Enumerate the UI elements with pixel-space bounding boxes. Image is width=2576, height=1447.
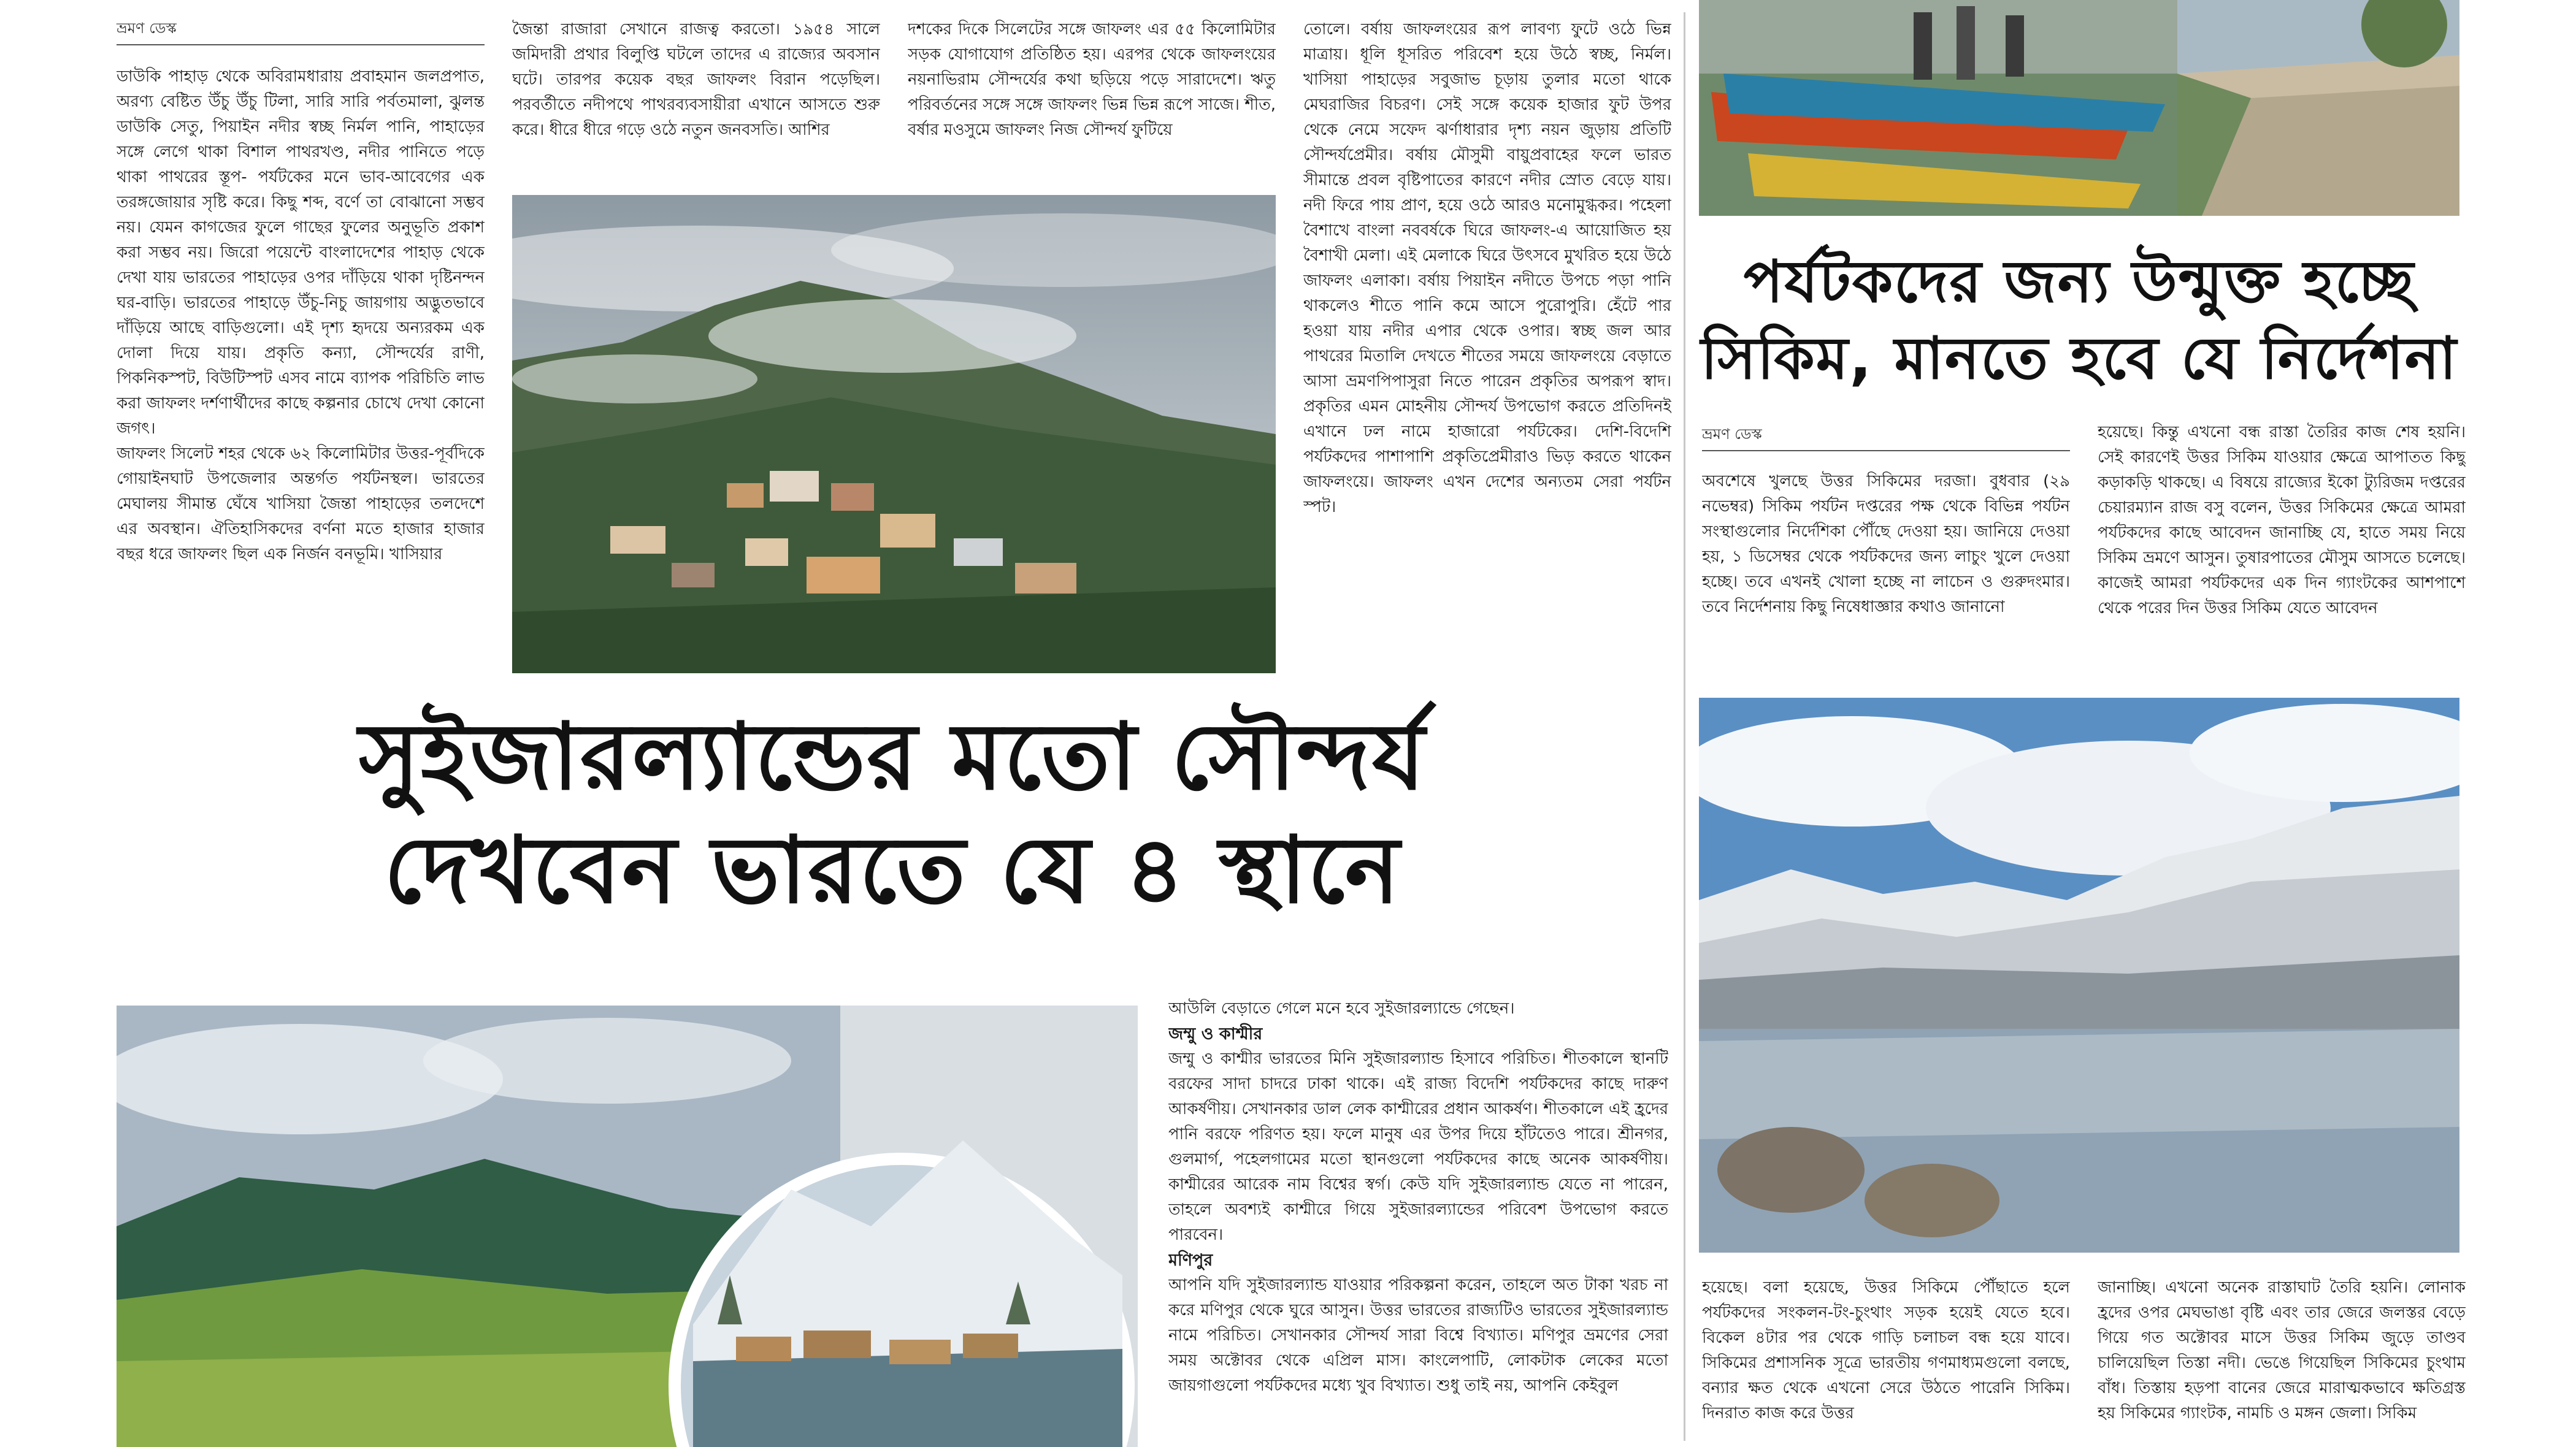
right-col2-text: হয়েছে। কিন্তু এখনো বন্ধ রাস্তা তৈরির কাজ শেষ হয়নি। সেই কারণেই উত্তর সিকিম যাওয়ার ক্ষেত্রে আপাতত কিছু কড়াকড়ি থাকছে। এ বিষয়ে রাজ্যের ইকো ট্যুরিজম দপ্তরের চেয়ারম্যান রাজ বসু বলেন, উত্তর সিকিমের ক্ষেত্রে আমরা পর্যটকদের কাছে আবেদন জানাচ্ছি যে, হাতে সময় নিয়ে সিকিম ভ্রমণে আসুন। তুষারপাতের মৌসুম আসতে চলেছে। কাজেই আমরা পর্যটকদের এক দিন গ্যাংটকের আশপাশে থেকে পরের দিন উত্তর সিকিম যেতে আবেদন xyxy=(2098,423,2466,617)
right-col3-text: হয়েছে। বলা হয়েছে, উত্তর সিকিমে পৌঁছাতে হলে পর্যটকদের সংকলন-টং-চুংথাং সড়ক হয়েই যেতে হবে। বিকেল ৪টার পর থেকে গাড়ি চলাচল বন্ধ হয়ে যাবে। সিকিমের প্রশাসনিক সূত্রে ভারতীয় গণমাধ্যমগুলো বলছে, বন্যার ক্ষত থেকে এখনো সেরে উঠতে পারেনি সিকিম। দিনরাত কাজ করে উত্তর xyxy=(1702,1278,2070,1422)
boats-riverbank-photo xyxy=(1699,0,2459,216)
jammu-kashmir-text: জম্মু ও কাশ্মীর ভারতের মিনি সুইজারল্যান্ড হিসাবে পরিচিত। শীতকালে স্থানটি বরফের সাদা চাদরে ঢাকা থাকে। এই রাজ্য বিদেশি পর্যটকদের কাছে দারুণ আকর্ষণীয়। সেখানকার ডাল লেক কাশ্মীরের প্রধান আকর্ষণ। শীতকালে এই হ্রদের পানি বরফে পরিণত হয়। ফলে মানুষ এর উপর দিয়ে হাঁটতেও পারে। শ্রীনগর, গুলমার্গ, পহেলগামের মতো স্থানগুলো পর্যটকদের কাছে অনেক আকর্ষণীয়। কাশ্মীরের আরেক নাম বিশ্বের স্বর্গ। কেউ যদি সুইজারল্যান্ড যেতে না পারেন, তাহলে অবশ্যই কাশ্মীরে গিয়ে সুইজারল্যান্ডের পরিবেশ উপভোগ করতে পারবেন। xyxy=(1168,1050,1668,1244)
left-col1-para-1: ডাউকি পাহাড় থেকে অবিরামধারায় প্রবাহমান জলপ্রপাত, অরণ্য বেষ্টিত উঁচু উঁচু টিলা, সারি সারি পর্বতমালা, ঝুলন্ত ডাউকি সেতু, পিয়াইন নদীর স্বচ্ছ নির্মল পানি, পাহাড়ের সঙ্গে লেগে থাকা বিশাল পাথরখণ্ড, নদীর পানিতে পড়ে থাকা পাথরের স্তূপ- পর্যটকের মনে ভাব-আবেগের এক তরঙ্গজোয়ার সৃষ্টি করে। কিছু শব্দ, বর্ণে তা বোঝানো সম্ভব নয়। যেমন কাগজের ফুলে গাছের ফুলের অনুভূতি প্রকাশ করা সম্ভব নয়। জিরো পয়েন্টে বাংলাদেশের পাহাড় থেকে দেখা যায় ভারতের পাহাড়ের ওপর দাঁড়িয়ে থাকা দৃষ্টিনন্দন ঘর-বাড়ি। ভারতের পাহাড়ে উঁচু-নিচু জায়গায় অদ্ভুতভাবে দাঁড়িয়ে আছে বাড়িগুলো। এই দৃশ্য হৃদয়ে অন্যরকম এক দোলা দিয়ে যায়। প্রকৃতি কন্যা, সৌন্দর্যের রাণী, পিকনিকস্পট, বিউটিস্পট এসব নামে ব্যাপক পরিচিতি লাভ করা জাফলং দর্শণার্থীদের কাছে কল্পনার চোখে দেখা কোনো জগৎ। xyxy=(117,67,485,438)
left-col4-text: তোলে। বর্ষায় জাফলংয়ের রূপ লাবণ্য ফুটে ওঠে ভিন্ন মাত্রায়। ধূলি ধূসরিত পরিবেশ হয়ে উঠে স্বচ্ছ, নির্মল। খাসিয়া পাহাড়ের সবুজাভ চূড়ায় তুলার মতো থাকে মেঘরাজির বিচরণ। সেই সঙ্গে কয়েক হাজার ফুট উপর থেকে নেমে সফেদ ঝর্ণাধারার দৃশ্য নয়ন জুড়ায় প্রতিটি সৌন্দর্যপ্রেমীর। বর্ষায় মৌসুমী বায়ুপ্রবাহের ফলে ভারত সীমান্তে প্রবল বৃষ্টিপাতের কারণে নদীর স্রোত বেড়ে যায়। নদী ফিরে পায় প্রাণ, হয়ে ওঠে আরও মনোমুগ্ধকর। পহেলা বৈশাখে বাংলা নববর্ষকে ঘিরে জাফলং-এ আয়োজিত হয় বৈশাখী মেলা। এই মেলাকে ঘিরে উৎসবে মুখরিত হয়ে উঠে জাফলং এলাকা। বর্ষায় পিয়াইন নদীতে উপচে পড়া পানি থাকলেও শীতে পানি কমে আসে পুরোপুরি। হেঁটে পার হওয়া যায় নদীর এপার থেকে ওপার। স্বচ্ছ জল আর পাথরের মিতালি দেখতে শীতের সময়ে জাফলংয়ে বেড়াতে আসা ভ্রমণপিপাসুরা নিতে পারেন প্রকৃতির অপরূপ স্বাদ। প্রকৃতির এমন মোহনীয় সৌন্দর্য উপভোগ করতে প্রতিদিনই এখানে ঢল নামে হাজারো পর্যটকের। দেশি-বিদেশি পর্যটকদের পাশাপাশি প্রকৃতিপ্রেমীরাও ভিড় করতে থাকেন জাফলংয়ে। জাফলং এখন দেশের অন্যতম সেরা পর্যটন স্পট। xyxy=(1303,20,1671,516)
boats-riverbank-image xyxy=(1699,0,2459,216)
subhead-manipur: মণিপুর xyxy=(1168,1251,1213,1270)
left-column-4 xyxy=(1303,17,1671,649)
left-column-1 xyxy=(117,64,485,678)
left-lower-column xyxy=(1168,996,1668,1447)
left-col3-text: দশকের দিকে সিলেটের সঙ্গে জাফলং এর ৫৫ কিলোমিটার সড়ক যোগাযোগ প্রতিষ্ঠিত হয়। এরপর থেকে জাফলংয়ের নয়নাভিরাম সৌন্দর্যের কথা ছড়িয়ে পড়ে সারাদেশে। ঋতু পরিবর্তনের সঙ্গে সঙ্গে জাফলং ভিন্ন ভিন্ন রূপে সাজে। শীত, বর্ষার মওসুমে জাফলং নিজ সৌন্দর্য ফুটিয়ে xyxy=(908,20,1276,139)
subhead-jammu-kashmir: জম্মু ও কাশ্মীর xyxy=(1168,1025,1263,1044)
section-label-left: ভ্রমণ ডেস্ক xyxy=(117,17,485,45)
left-col2-text: জৈন্তা রাজারা সেখানে রাজত্ব করতো। ১৯৫৪ সালে জমিদারী প্রথার বিলুপ্তি ঘটলে তাদের এ রাজ্যের অবসান ঘটে। তারপর কয়েক বছর জাফলং বিরান পড়েছিল। পরবর্তীতে নদীপথে পাথরব্যবসায়ীরা এখানে আসতে শুরু করে। ধীরে ধীরে গড়ে ওঠে নতুন জনবসতি। আশির xyxy=(512,20,880,139)
right-column-2 xyxy=(2098,420,2466,671)
right-column-4 xyxy=(2098,1275,2466,1447)
right-col4-text: জানাচ্ছি। এখনো অনেক রাস্তাঘাট তৈরি হয়নি। লোনাক হ্রদের ওপর মেঘভাঙা বৃষ্টি এবং তার জেরে জলস্তর বেড়ে গিয়ে গত অক্টোবর মাসে উত্তর সিকিম জুড়ে তাণ্ডব চালিয়েছিল তিস্তা নদী। ভেঙে গিয়েছিল সিকিমের চুংথাম বাঁধ। তিস্তায় হড়পা বানের জেরে মারাত্মকভাবে ক্ষতিগ্রস্ত হয় সিকিমের গ্যাংটক, নামচি ও মঙ্গন জেলা। সিকিম xyxy=(2098,1278,2466,1422)
right-column-1 xyxy=(1702,469,2070,671)
jaflong-hill-image xyxy=(512,195,1276,673)
left-headline-line-1: সুইজারল্যান্ডের মতো সৌন্দর্য xyxy=(358,704,1427,811)
left-headline-line-2: দেখবেন ভারতে যে ৪ স্থানে xyxy=(383,817,1401,924)
auli-kashmir-image xyxy=(117,1006,1138,1447)
right-col1-text: অবশেষে খুলছে উত্তর সিকিমের দরজা। বুধবার (২৯ নভেম্বর) সিকিম পর্যটন দপ্তরের পক্ষ থেকে বিভিন্ন পর্যটন সংস্থাগুলোর নির্দেশিকা পৌঁছে দেওয়া হয়। জানিয়ে দেওয়া হয়, ১ ডিসেম্বর থেকে পর্যটকদের জন্য লাচুং খুলে দেওয়া হচ্ছে। তবে এখনই খোলা হচ্ছে না লাচেন ও গুরুদংমার। তবে নির্দেশনায় কিছু নিষেধাজ্ঞার কথাও জানানো xyxy=(1702,472,2070,616)
manipur-text: আপনি যদি সুইজারল্যান্ড যাওয়ার পরিকল্পনা করেন, তাহলে অত টাকা খরচ না করে মণিপুর থেকে ঘুরে আসুন। উত্তর ভারতের রাজ্যটিও ভারতের সুইজারল্যান্ড নামে পরিচিত। সেখানকার সৌন্দর্য সারা বিশ্বে বিখ্যাত। মণিপুর ভ্রমণের সেরা সময় অক্টোবর থেকে এপ্রিল মাস। কাংলেপাটি, লোকটাক লেকের মতো জায়গাগুলো পর্যটকদের মধ্যে খুব বিখ্যাত। শুধু তাই নয়, আপনি কেইবুল xyxy=(1168,1276,1668,1395)
sikkim-lake-image xyxy=(1699,698,2459,1253)
column-divider xyxy=(1684,12,1685,1441)
auli-kashmir-collage xyxy=(117,1006,1138,1447)
jaflong-hill-photo xyxy=(512,195,1276,673)
left-col1-para-2: জাফলং সিলেট শহর থেকে ৬২ কিলোমিটার উত্তর-পূর্বদিকে গোয়াইনঘাট উপজেলার অন্তর্গত পর্যটনস্থল। ভারতের মেঘালয় সীমান্ত ঘেঁষে খাসিয়া জৈন্তা পাহাড়ের তলদেশে এর অবস্থান। ঐতিহাসিকদের বর্ণনা মতে হাজার হাজার বছর ধরে জাফলং ছিল এক নির্জন বনভূমি। খাসিয়ার xyxy=(117,445,485,563)
right-column-3 xyxy=(1702,1275,2070,1447)
section-label-right: ভ্রমণ ডেস্ক xyxy=(1702,423,2070,451)
left-column-2 xyxy=(512,17,880,170)
sikkim-lake-photo xyxy=(1699,698,2459,1253)
lower-intro-text: আউলি বেড়াতে গেলে মনে হবে সুইজারল্যান্ডে গেছেন। xyxy=(1168,999,1515,1018)
right-headline-line-2: সিকিম, মানতে হবে যে নির্দেশনা xyxy=(1701,325,2458,392)
left-column-3 xyxy=(908,17,1276,170)
right-headline-line-1: পর্যটকদের জন্য উন্মুক্ত হচ্ছে xyxy=(1743,248,2415,316)
